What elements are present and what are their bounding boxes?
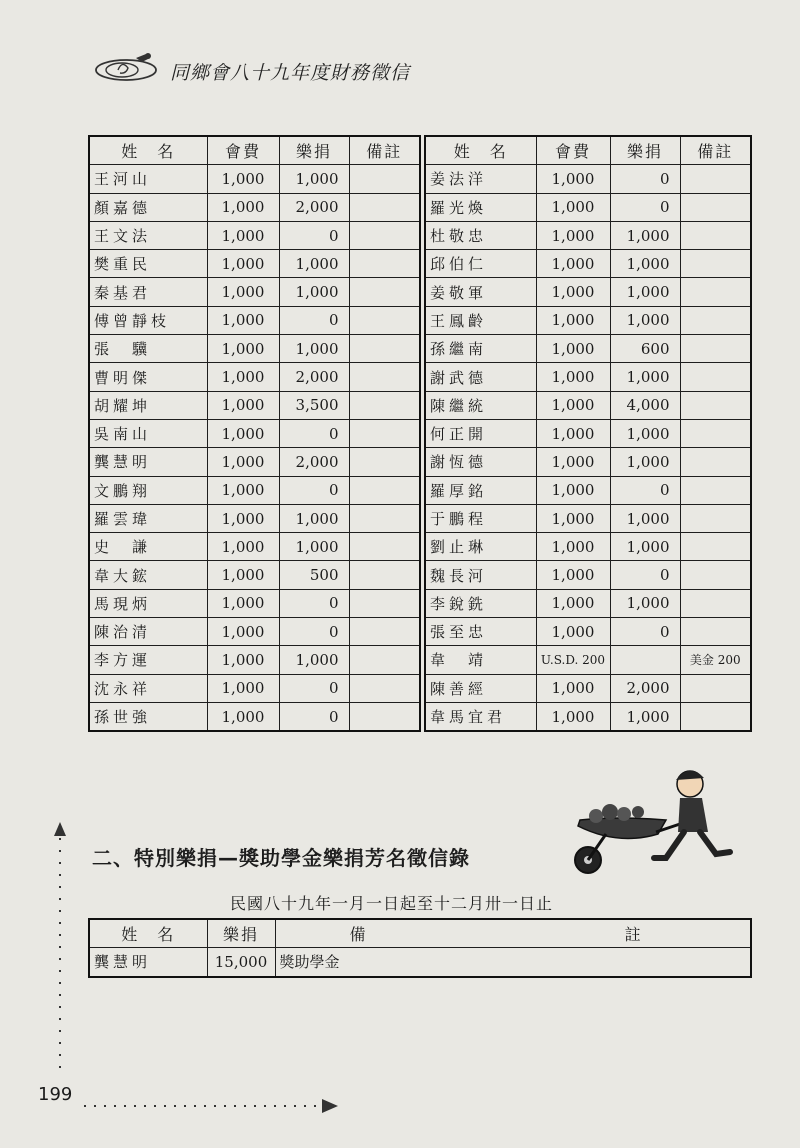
note-cell (680, 363, 751, 391)
donation-cell: 0 (279, 618, 349, 646)
member-name: 曹明傑 (89, 363, 207, 391)
note-cell (680, 618, 751, 646)
donation-cell: 1,000 (610, 363, 680, 391)
table-row (89, 306, 420, 334)
donation-cell: 1,000 (279, 250, 349, 278)
note-cell (680, 476, 751, 504)
table-row (425, 618, 751, 646)
dues-cell: 1,000 (207, 250, 279, 278)
donation-cell: 1,000 (610, 250, 680, 278)
dues-table-right (424, 135, 752, 732)
dues-cell: 1,000 (536, 702, 610, 731)
donation-cell: 1,000 (610, 306, 680, 334)
note-cell (680, 589, 751, 617)
table-row (89, 646, 420, 674)
table-row (425, 335, 751, 363)
member-name: 姜敬軍 (425, 278, 536, 306)
note-cell (349, 278, 420, 306)
table-row (425, 193, 751, 221)
note-cell (680, 250, 751, 278)
dues-cell: 1,000 (536, 193, 610, 221)
table-row (89, 335, 420, 363)
note-cell: 美金 200 (680, 646, 751, 674)
table-header-row (425, 136, 751, 165)
note-cell (680, 504, 751, 532)
dues-cell: 1,000 (536, 589, 610, 617)
donation-cell: 0 (610, 561, 680, 589)
donation-cell: 2,000 (610, 674, 680, 702)
member-name: 沈永祥 (89, 674, 207, 702)
header-name: 姓 名 (89, 919, 207, 948)
note-cell (349, 419, 420, 447)
table-row (425, 561, 751, 589)
member-name: 羅光煥 (425, 193, 536, 221)
donation-cell: 0 (279, 306, 349, 334)
dues-cell: 1,000 (536, 476, 610, 504)
member-name: 龔慧明 (89, 448, 207, 476)
note-cell (680, 448, 751, 476)
note-cell (680, 165, 751, 193)
table-row (89, 250, 420, 278)
dues-cell: U.S.D. 200 (536, 646, 610, 674)
dues-cell: 1,000 (207, 165, 279, 193)
member-name: 孫世強 (89, 702, 207, 731)
donation-cell: 0 (279, 674, 349, 702)
table-row (425, 391, 751, 419)
table-row (89, 391, 420, 419)
dotted-vertical-line (50, 822, 70, 1082)
dues-table-left (88, 135, 421, 732)
donation-cell: 1,000 (610, 589, 680, 617)
dues-cell: 1,000 (536, 419, 610, 447)
member-name: 魏長河 (425, 561, 536, 589)
donation-cell: 1,000 (610, 278, 680, 306)
note-cell (349, 165, 420, 193)
table-row (425, 448, 751, 476)
table-row (425, 674, 751, 702)
header-dues: 會費 (536, 136, 610, 165)
member-name: 張至忠 (425, 618, 536, 646)
note-cell (680, 221, 751, 249)
table-row (425, 165, 751, 193)
header-name: 姓 名 (89, 136, 207, 165)
table-row (89, 504, 420, 532)
note-cell (349, 476, 420, 504)
donation-cell: 1,000 (279, 278, 349, 306)
member-name: 陳善經 (425, 674, 536, 702)
header-note-right: 註 (624, 925, 643, 945)
wheelbarrow-boy-icon (566, 768, 736, 878)
scholarship-table (88, 918, 752, 978)
table-row (89, 561, 420, 589)
dues-cell: 1,000 (207, 674, 279, 702)
donation-cell: 1,000 (279, 165, 349, 193)
donation-cell: 1,000 (610, 448, 680, 476)
note-cell (349, 250, 420, 278)
member-name: 陳治清 (89, 618, 207, 646)
member-name: 陳繼統 (425, 391, 536, 419)
dues-cell: 1,000 (536, 674, 610, 702)
donation-cell: 1,000 (279, 504, 349, 532)
donation-cell: 2,000 (279, 363, 349, 391)
member-name: 李方運 (89, 646, 207, 674)
dues-cell: 1,000 (207, 476, 279, 504)
note-cell (349, 589, 420, 617)
table-header-row (89, 136, 420, 165)
table-header-row (89, 919, 751, 948)
donation-cell: 0 (610, 476, 680, 504)
note-cell (349, 363, 420, 391)
member-name: 胡耀坤 (89, 391, 207, 419)
donation-cell: 0 (279, 702, 349, 731)
dues-cell: 1,000 (207, 306, 279, 334)
donation-cell: 1,000 (279, 646, 349, 674)
dues-cell: 1,000 (207, 193, 279, 221)
dues-cell: 1,000 (207, 561, 279, 589)
note-cell (680, 306, 751, 334)
table-row (425, 221, 751, 249)
table-row (89, 618, 420, 646)
donation-cell: 1,000 (610, 702, 680, 731)
header-donation: 樂捐 (279, 136, 349, 165)
member-name: 吳南山 (89, 419, 207, 447)
note-cell (349, 618, 420, 646)
dues-cell: 1,000 (207, 589, 279, 617)
table-row (89, 419, 420, 447)
member-name: 于鵬程 (425, 504, 536, 532)
note-cell (349, 306, 420, 334)
donation-cell: 0 (279, 476, 349, 504)
donation-cell: 1,000 (279, 335, 349, 363)
member-name: 邱伯仁 (425, 250, 536, 278)
member-name: 龔慧明 (89, 948, 207, 977)
note-cell (349, 193, 420, 221)
note-cell (349, 533, 420, 561)
table-row (425, 278, 751, 306)
header-donation: 樂捐 (610, 136, 680, 165)
table-row (425, 589, 751, 617)
note-cell (680, 702, 751, 731)
note-cell (349, 702, 420, 731)
table-row (425, 306, 751, 334)
table-row (89, 948, 751, 977)
donation-cell: 1,000 (610, 533, 680, 561)
member-name: 李銳銑 (425, 589, 536, 617)
member-name: 羅雲瑋 (89, 504, 207, 532)
dues-cell: 1,000 (536, 363, 610, 391)
note-cell (349, 561, 420, 589)
member-name: 杜敬忠 (425, 221, 536, 249)
member-name: 韋馬宜君 (425, 702, 536, 731)
member-name: 謝武德 (425, 363, 536, 391)
header-donation: 樂捐 (207, 919, 275, 948)
dues-cell: 1,000 (536, 221, 610, 249)
note-cell (349, 221, 420, 249)
note-cell (680, 278, 751, 306)
dues-cell: 1,000 (207, 533, 279, 561)
dues-cell: 1,000 (536, 335, 610, 363)
note-cell (349, 448, 420, 476)
table-row (89, 533, 420, 561)
dues-cell: 1,000 (536, 618, 610, 646)
donation-cell: 4,000 (610, 391, 680, 419)
dues-cell: 1,000 (536, 250, 610, 278)
donation-cell: 1,000 (610, 221, 680, 249)
header-note (275, 919, 751, 948)
table-row (89, 589, 420, 617)
dues-cell: 1,000 (207, 702, 279, 731)
member-name: 王河山 (89, 165, 207, 193)
dues-cell: 1,000 (536, 165, 610, 193)
dues-cell: 1,000 (207, 221, 279, 249)
dues-cell: 1,000 (536, 278, 610, 306)
dues-cell: 1,000 (207, 363, 279, 391)
donation-cell: 500 (279, 561, 349, 589)
note-cell (680, 335, 751, 363)
member-name: 顏嘉德 (89, 193, 207, 221)
note-cell (349, 504, 420, 532)
dues-cell: 1,000 (536, 504, 610, 532)
table-row (425, 646, 751, 674)
member-name: 史 謙 (89, 533, 207, 561)
header-note: 備註 (680, 136, 751, 165)
section2-heading: 二、特別樂捐—獎助學金樂捐芳名徵信錄 (92, 846, 470, 870)
note-cell (680, 533, 751, 561)
member-name: 劉止琳 (425, 533, 536, 561)
note-cell (680, 391, 751, 419)
table-row (89, 278, 420, 306)
member-name: 秦基君 (89, 278, 207, 306)
note-cell (349, 391, 420, 419)
member-name: 韋 靖 (425, 646, 536, 674)
donation-cell: 600 (610, 335, 680, 363)
dotted-horizontal-arrow (84, 1096, 344, 1116)
member-name: 王鳳齡 (425, 306, 536, 334)
header-note-left: 備 (349, 925, 368, 945)
member-name: 馬現炳 (89, 589, 207, 617)
dues-cell: 1,000 (536, 306, 610, 334)
dues-cell: 1,000 (536, 533, 610, 561)
table-row (89, 193, 420, 221)
donation-cell: 1,000 (610, 504, 680, 532)
member-name: 韋大鋐 (89, 561, 207, 589)
table-row (89, 363, 420, 391)
table-row (89, 448, 420, 476)
note-cell (680, 674, 751, 702)
table-row (425, 419, 751, 447)
donation-cell: 1,000 (610, 419, 680, 447)
dues-cell: 1,000 (207, 504, 279, 532)
table-row (89, 702, 420, 731)
dues-cell: 1,000 (207, 448, 279, 476)
donation-cell: 0 (610, 193, 680, 221)
dues-cell: 1,000 (207, 335, 279, 363)
member-name: 王文法 (89, 221, 207, 249)
dues-cell: 1,000 (207, 278, 279, 306)
donation-cell: 2,000 (279, 448, 349, 476)
note-cell (349, 335, 420, 363)
member-name: 謝恆德 (425, 448, 536, 476)
note-cell (349, 674, 420, 702)
table-row (89, 221, 420, 249)
member-name: 何正開 (425, 419, 536, 447)
note-cell: 獎助學金 (275, 948, 751, 977)
member-name: 文鵬翔 (89, 476, 207, 504)
donation-cell: 0 (279, 419, 349, 447)
table-row (425, 504, 751, 532)
dues-cell: 1,000 (536, 448, 610, 476)
association-logo-icon (92, 48, 164, 84)
table-row (425, 250, 751, 278)
table-row (425, 533, 751, 561)
date-range: 民國八十九年一月一日起至十二月卅一日止 (230, 894, 554, 913)
page-number: 199 (38, 1084, 73, 1105)
header-dues: 會費 (207, 136, 279, 165)
donation-cell: 1,000 (279, 533, 349, 561)
note-cell (349, 646, 420, 674)
dues-cell: 1,000 (536, 391, 610, 419)
member-name: 張 驥 (89, 335, 207, 363)
note-cell (680, 561, 751, 589)
table-row (425, 702, 751, 731)
donation-cell: 0 (610, 165, 680, 193)
table-row (89, 476, 420, 504)
member-name: 傅曾靜枝 (89, 306, 207, 334)
member-name: 孫繼南 (425, 335, 536, 363)
header-name: 姓 名 (425, 136, 536, 165)
dues-cell: 1,000 (536, 561, 610, 589)
dues-cell: 1,000 (207, 419, 279, 447)
dues-cell: 1,000 (207, 646, 279, 674)
donation-cell: 0 (279, 589, 349, 617)
donation-cell (610, 646, 680, 674)
note-cell (680, 419, 751, 447)
member-name: 姜法洋 (425, 165, 536, 193)
table-row (425, 363, 751, 391)
donation-cell: 2,000 (279, 193, 349, 221)
page-title: 同鄉會八十九年度財務徵信 (170, 62, 411, 84)
table-row (425, 476, 751, 504)
page-header (92, 42, 452, 86)
donation-cell: 0 (610, 618, 680, 646)
donation-cell: 0 (279, 221, 349, 249)
table-row (89, 165, 420, 193)
note-cell (680, 193, 751, 221)
header-note: 備註 (349, 136, 420, 165)
donation-cell: 15,000 (207, 948, 275, 977)
dues-cell: 1,000 (207, 618, 279, 646)
member-name: 羅厚銘 (425, 476, 536, 504)
member-name: 樊重民 (89, 250, 207, 278)
dues-cell: 1,000 (207, 391, 279, 419)
donation-cell: 3,500 (279, 391, 349, 419)
table-row (89, 674, 420, 702)
